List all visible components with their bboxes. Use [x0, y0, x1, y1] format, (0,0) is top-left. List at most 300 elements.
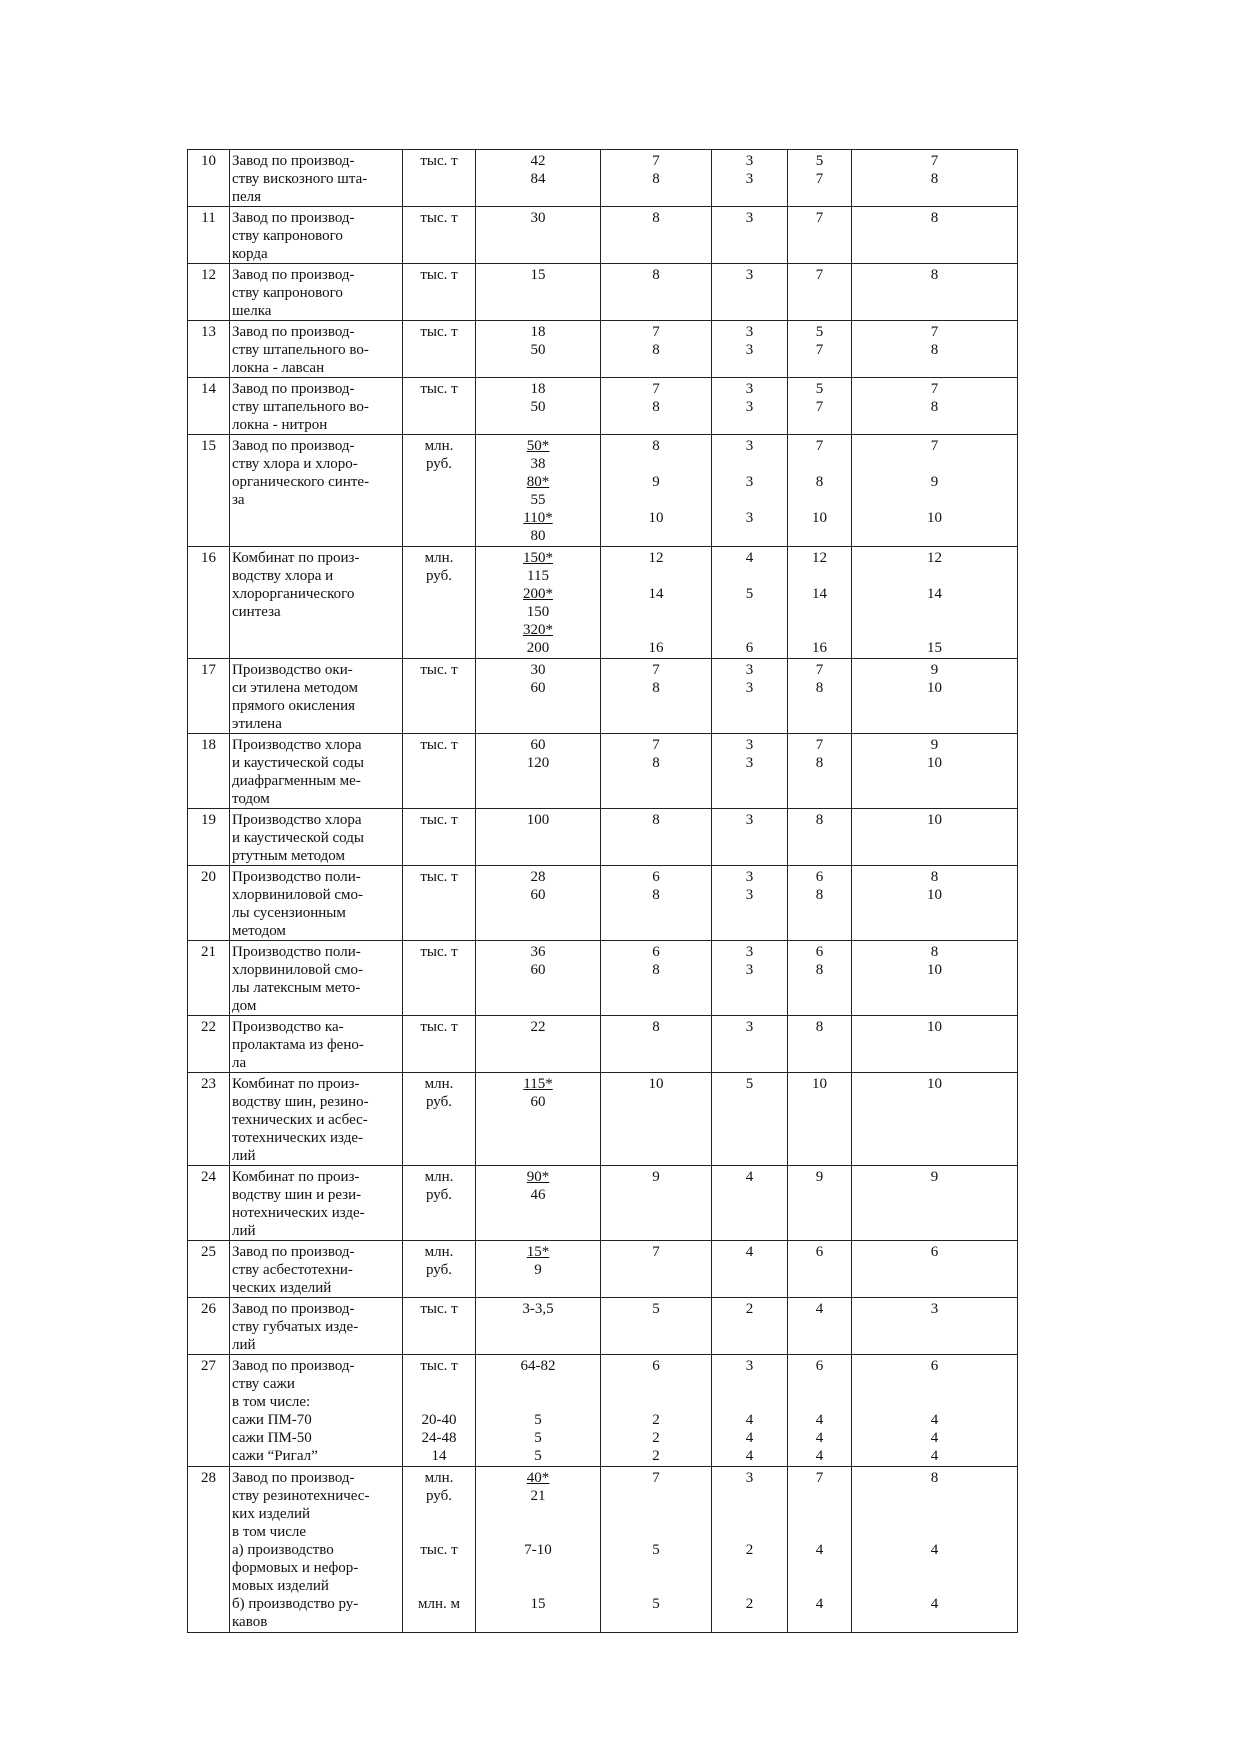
facility-name-line: ству штапельного во- [232, 342, 369, 358]
value-line [604, 567, 708, 585]
unit-line: млн. [424, 1470, 454, 1486]
value-line [604, 1577, 708, 1595]
unit-cell [403, 1241, 476, 1298]
capacity-value-underlined: 90* [526, 1169, 550, 1185]
unit-line [406, 1375, 472, 1393]
value-line: 10 [927, 755, 942, 771]
unit-cell [403, 207, 476, 264]
value-line [855, 455, 1014, 473]
table-row [188, 435, 1018, 547]
value-cell-3 [788, 207, 852, 264]
value-line: 4 [930, 1596, 939, 1612]
value-line: 5 [815, 381, 824, 397]
value-line [791, 621, 848, 639]
value-line: 4 [745, 1412, 754, 1428]
value-line [791, 1559, 848, 1577]
row-number: 10 [201, 153, 216, 169]
capacity-cell [476, 941, 601, 1016]
facility-name-line: за [232, 492, 245, 508]
facility-name-line: Производство поли- [232, 869, 361, 885]
value-line: 8 [815, 962, 824, 978]
facility-name-line: ству губчатых изде- [232, 1319, 359, 1335]
value-cell-1 [601, 435, 712, 547]
facility-name-line: лий [232, 1148, 256, 1164]
facility-name-line: технических и асбес- [232, 1112, 368, 1128]
facility-name-line: сажи “Ригал” [232, 1448, 318, 1464]
value-line: 10 [927, 812, 942, 828]
value-line: 14 [812, 586, 827, 602]
unit-line: тыс. т [420, 812, 458, 828]
value-line: 3 [745, 210, 754, 226]
value-line: 7 [652, 737, 660, 753]
value-line: 10 [927, 680, 942, 696]
table-row [188, 809, 1018, 866]
value-cell-1 [601, 378, 712, 435]
value-cell-4 [852, 809, 1018, 866]
value-line: 5 [815, 324, 824, 340]
value-cell-4 [852, 659, 1018, 734]
facility-name-cell [230, 207, 403, 264]
value-line: 4 [745, 550, 754, 566]
value-line: 5 [652, 1596, 660, 1612]
capacity-value: 36 [530, 944, 546, 960]
capacity-cell [476, 1166, 601, 1241]
row-number: 22 [201, 1019, 216, 1035]
facility-name-line: мовых изделий [232, 1578, 329, 1594]
capacity-line [479, 1357, 597, 1375]
unit-line: тыс. т [420, 869, 458, 885]
value-line: 10 [927, 510, 942, 526]
value-line: 2 [745, 1596, 754, 1612]
table-row [188, 1298, 1018, 1355]
value-cell-1 [601, 941, 712, 1016]
value-cell-1 [601, 1298, 712, 1355]
value-line: 8 [652, 438, 660, 454]
facility-name-cell [230, 809, 403, 866]
facility-name-cell [230, 264, 403, 321]
facility-name-line: нотехнических изде- [232, 1205, 365, 1221]
value-line: 9 [815, 1169, 824, 1185]
value-line: 6 [815, 944, 824, 960]
value-line: 7 [652, 153, 660, 169]
capacity-line [479, 868, 597, 886]
capacity-value: 22 [530, 1019, 546, 1035]
capacity-line [479, 1595, 597, 1613]
value-line [715, 603, 784, 621]
row-number-cell [188, 321, 230, 378]
unit-line [406, 1523, 472, 1541]
value-line [855, 1559, 1014, 1577]
row-number-cell [188, 1166, 230, 1241]
facility-name-line: ству резинотехничес- [232, 1488, 370, 1504]
unit-line [406, 1393, 472, 1411]
value-line: 4 [745, 1244, 754, 1260]
facility-name-line: ству штапельного во- [232, 399, 369, 415]
facility-name-line: локна - лавсан [232, 360, 325, 376]
value-line: 7 [652, 662, 660, 678]
capacity-cell [476, 1355, 601, 1467]
value-line: 6 [652, 944, 660, 960]
value-cell-3 [788, 1298, 852, 1355]
value-line: 9 [930, 1169, 939, 1185]
table-row [188, 866, 1018, 941]
unit-cell [403, 321, 476, 378]
row-number: 11 [201, 210, 216, 226]
facility-name-cell [230, 866, 403, 941]
value-cell-1 [601, 1355, 712, 1467]
capacity-cell [476, 435, 601, 547]
value-cell-1 [601, 734, 712, 809]
capacity-value-underlined: 15* [526, 1244, 550, 1260]
facility-name-line: Производство хлора [232, 737, 362, 753]
capacity-line [479, 491, 597, 509]
value-cell-2 [712, 866, 788, 941]
capacity-line [479, 1300, 597, 1318]
value-line: 8 [652, 887, 660, 903]
value-cell-4 [852, 1467, 1018, 1633]
capacity-value: 15 [530, 267, 546, 283]
capacity-cell [476, 734, 601, 809]
value-line: 7 [930, 438, 939, 454]
facility-name-line: пеля [232, 189, 262, 205]
table-row [188, 264, 1018, 321]
value-line: 3 [745, 324, 754, 340]
value-line [791, 1375, 848, 1393]
capacity-line [479, 1168, 597, 1186]
facility-name-cell [230, 1166, 403, 1241]
table-row [188, 941, 1018, 1016]
capacity-line [479, 380, 597, 398]
value-line: 4 [815, 1542, 824, 1558]
value-line: 10 [927, 887, 942, 903]
value-line: 8 [652, 267, 660, 283]
value-line: 7 [930, 324, 939, 340]
row-number-cell [188, 1241, 230, 1298]
capacity-line [479, 1093, 597, 1111]
facility-name-line: сажи ПМ-70 [232, 1412, 312, 1428]
unit-line [406, 1577, 472, 1595]
facility-name-line: ких изделий [232, 1506, 311, 1522]
value-line: 7 [815, 267, 824, 283]
capacity-value: 30 [530, 662, 546, 678]
value-cell-2 [712, 1166, 788, 1241]
capacity-value-underlined: 115* [523, 1076, 553, 1092]
unit-line: тыс. т [420, 267, 458, 283]
unit-line: 14 [431, 1448, 447, 1464]
unit-line: руб. [426, 568, 452, 584]
value-line: 10 [927, 962, 942, 978]
value-line: 7 [652, 381, 660, 397]
value-cell-3 [788, 1467, 852, 1633]
value-line [855, 491, 1014, 509]
capacity-line [479, 1186, 597, 1204]
value-line: 3 [745, 474, 754, 490]
value-line [715, 1523, 784, 1541]
value-line: 12 [648, 550, 664, 566]
unit-line: тыс. т [420, 1542, 458, 1558]
value-line [855, 1523, 1014, 1541]
facility-name-cell [230, 1355, 403, 1467]
capacity-value: 50 [530, 342, 546, 358]
row-number: 14 [201, 381, 216, 397]
capacity-cell [476, 1298, 601, 1355]
capacity-value: 30 [530, 210, 546, 226]
value-cell-4 [852, 1241, 1018, 1298]
row-number-cell [188, 734, 230, 809]
value-line: 5 [745, 586, 754, 602]
unit-cell [403, 1073, 476, 1166]
capacity-line [479, 1018, 597, 1036]
value-line [604, 455, 708, 473]
value-cell-3 [788, 321, 852, 378]
facility-name-cell [230, 1298, 403, 1355]
capacity-value-underlined: 320* [523, 622, 553, 638]
value-line [855, 1505, 1014, 1523]
value-line [715, 455, 784, 473]
value-line: 10 [812, 510, 827, 526]
value-line [791, 567, 848, 585]
value-line: 10 [927, 1076, 942, 1092]
value-cell-3 [788, 1166, 852, 1241]
facility-name-line: прямого окисления [232, 698, 356, 714]
capacity-line [479, 152, 597, 170]
value-cell-4 [852, 150, 1018, 207]
value-cell-3 [788, 659, 852, 734]
facility-name-line: Завод по производ- [232, 324, 355, 340]
value-line: 4 [930, 1448, 939, 1464]
capacity-value: 60 [530, 1094, 546, 1110]
value-line [855, 1393, 1014, 1411]
value-cell-1 [601, 866, 712, 941]
capacity-value: 84 [530, 171, 546, 187]
facility-name-line: Производство поли- [232, 944, 361, 960]
unit-cell [403, 1355, 476, 1467]
value-line: 6 [815, 1358, 824, 1374]
value-line [855, 1375, 1014, 1393]
facility-name-line: кавов [232, 1614, 268, 1630]
value-cell-2 [712, 378, 788, 435]
row-number-cell [188, 1467, 230, 1633]
value-cell-2 [712, 547, 788, 659]
unit-line [406, 1559, 472, 1577]
facility-name-cell [230, 734, 403, 809]
facility-name-cell [230, 659, 403, 734]
value-line: 8 [652, 755, 660, 771]
capacity-line [479, 639, 597, 657]
value-line [791, 603, 848, 621]
value-cell-2 [712, 1016, 788, 1073]
value-line [855, 567, 1014, 585]
row-number-cell [188, 378, 230, 435]
value-line: 7 [815, 399, 824, 415]
capacity-line [479, 527, 597, 545]
value-line: 8 [930, 944, 939, 960]
facility-name-cell [230, 1467, 403, 1633]
value-line: 4 [815, 1448, 824, 1464]
value-line: 2 [652, 1412, 660, 1428]
row-number-cell [188, 1298, 230, 1355]
value-line: 3 [745, 680, 754, 696]
value-cell-4 [852, 1298, 1018, 1355]
value-line: 14 [927, 586, 942, 602]
value-line: 3 [745, 869, 754, 885]
value-line [791, 1505, 848, 1523]
unit-line: руб. [426, 1488, 452, 1504]
capacity-value: 200 [526, 640, 550, 656]
value-line: 8 [652, 210, 660, 226]
capacity-line [479, 736, 597, 754]
table-row [188, 734, 1018, 809]
value-line [715, 1393, 784, 1411]
value-line: 8 [652, 962, 660, 978]
facility-name-line: Производство оки- [232, 662, 353, 678]
facility-name-line: тодом [232, 791, 270, 807]
capacity-value: 3-3,5 [522, 1301, 554, 1317]
unit-cell [403, 547, 476, 659]
capacity-line [479, 549, 597, 567]
facility-name-line: тотехнических изде- [232, 1130, 363, 1146]
value-cell-4 [852, 1016, 1018, 1073]
value-line: 8 [652, 399, 660, 415]
value-line: 3 [745, 962, 754, 978]
value-line: 10 [648, 510, 664, 526]
value-line: 7 [815, 210, 824, 226]
capacity-cell [476, 321, 601, 378]
unit-line: тыс. т [420, 324, 458, 340]
facility-name-line: Завод по производ- [232, 1470, 355, 1486]
value-line: 3 [745, 267, 754, 283]
value-cell-3 [788, 866, 852, 941]
value-line [791, 1577, 848, 1595]
value-line [791, 1523, 848, 1541]
value-line: 3 [745, 812, 754, 828]
value-line: 3 [745, 662, 754, 678]
row-number: 26 [201, 1301, 216, 1317]
facility-name-line: хлорвиниловой смо- [232, 887, 364, 903]
value-line: 3 [745, 887, 754, 903]
capacity-value: 60 [530, 680, 546, 696]
value-line [604, 621, 708, 639]
capacity-cell [476, 1467, 601, 1633]
unit-line: руб. [426, 456, 452, 472]
value-cell-1 [601, 264, 712, 321]
capacity-cell [476, 659, 601, 734]
value-line [604, 1559, 708, 1577]
capacity-line [479, 1523, 597, 1541]
capacity-line [479, 886, 597, 904]
table-row [188, 659, 1018, 734]
value-cell-3 [788, 809, 852, 866]
value-line: 5 [745, 1076, 754, 1092]
row-number: 17 [201, 662, 216, 678]
capacity-line [479, 943, 597, 961]
value-line: 8 [930, 342, 939, 358]
value-line: 7 [815, 737, 824, 753]
value-line [604, 491, 708, 509]
value-line [715, 1487, 784, 1505]
value-cell-3 [788, 378, 852, 435]
value-cell-1 [601, 1073, 712, 1166]
unit-line: тыс. т [420, 737, 458, 753]
value-cell-3 [788, 1241, 852, 1298]
capacity-value: 64-82 [520, 1358, 556, 1374]
facility-name-line: ртутным методом [232, 848, 345, 864]
value-line: 8 [930, 210, 939, 226]
row-number: 25 [201, 1244, 216, 1260]
capacity-value: 9 [534, 1262, 542, 1278]
unit-line: 24-48 [421, 1430, 457, 1446]
facility-name-line: методом [232, 923, 286, 939]
facility-name-line: Завод по производ- [232, 438, 355, 454]
table-row [188, 547, 1018, 659]
value-cell-4 [852, 321, 1018, 378]
value-line: 8 [930, 171, 939, 187]
value-cell-1 [601, 1467, 712, 1633]
capacity-cell [476, 207, 601, 264]
value-line: 7 [652, 1470, 660, 1486]
value-line: 9 [930, 662, 939, 678]
capacity-value: 42 [530, 153, 546, 169]
facility-name-cell [230, 321, 403, 378]
unit-cell [403, 734, 476, 809]
unit-line: тыс. т [420, 381, 458, 397]
capacity-value: 46 [530, 1187, 546, 1203]
capacity-value: 15 [530, 1596, 546, 1612]
facility-name-line: ству хлора и хлоро- [232, 456, 358, 472]
capacity-line [479, 1375, 597, 1393]
capacity-line [479, 811, 597, 829]
value-line: 6 [745, 640, 754, 656]
capacity-value: 28 [530, 869, 546, 885]
table-row [188, 1073, 1018, 1166]
value-cell-1 [601, 659, 712, 734]
value-cell-2 [712, 1073, 788, 1166]
value-line [715, 1577, 784, 1595]
unit-cell [403, 264, 476, 321]
capacity-line [479, 585, 597, 603]
unit-line: тыс. т [420, 1019, 458, 1035]
value-cell-1 [601, 547, 712, 659]
capacity-line [479, 1411, 597, 1429]
facility-name-line: Производство ка- [232, 1019, 344, 1035]
facility-name-line: ла [232, 1055, 247, 1071]
value-line [791, 1487, 848, 1505]
value-cell-1 [601, 1166, 712, 1241]
capacity-value: 60 [530, 887, 546, 903]
value-cell-3 [788, 941, 852, 1016]
capacity-value-underlined: 200* [523, 586, 553, 602]
capacity-value: 50 [530, 399, 546, 415]
value-line: 3 [745, 510, 754, 526]
value-line: 4 [930, 1412, 939, 1428]
value-line: 4 [815, 1412, 824, 1428]
facility-name-line: ству вискозного шта- [232, 171, 368, 187]
value-line: 15 [927, 640, 942, 656]
row-number: 20 [201, 869, 216, 885]
value-line: 3 [745, 153, 754, 169]
capacity-value: 120 [526, 755, 550, 771]
value-line [715, 491, 784, 509]
value-line: 12 [927, 550, 942, 566]
unit-line: руб. [426, 1094, 452, 1110]
row-number: 23 [201, 1076, 216, 1092]
row-number: 15 [201, 438, 216, 454]
unit-line: млн. [424, 438, 454, 454]
facility-name-line: лий [232, 1223, 256, 1239]
row-number: 12 [201, 267, 216, 283]
capacity-line [479, 961, 597, 979]
capacity-value: 100 [526, 812, 550, 828]
